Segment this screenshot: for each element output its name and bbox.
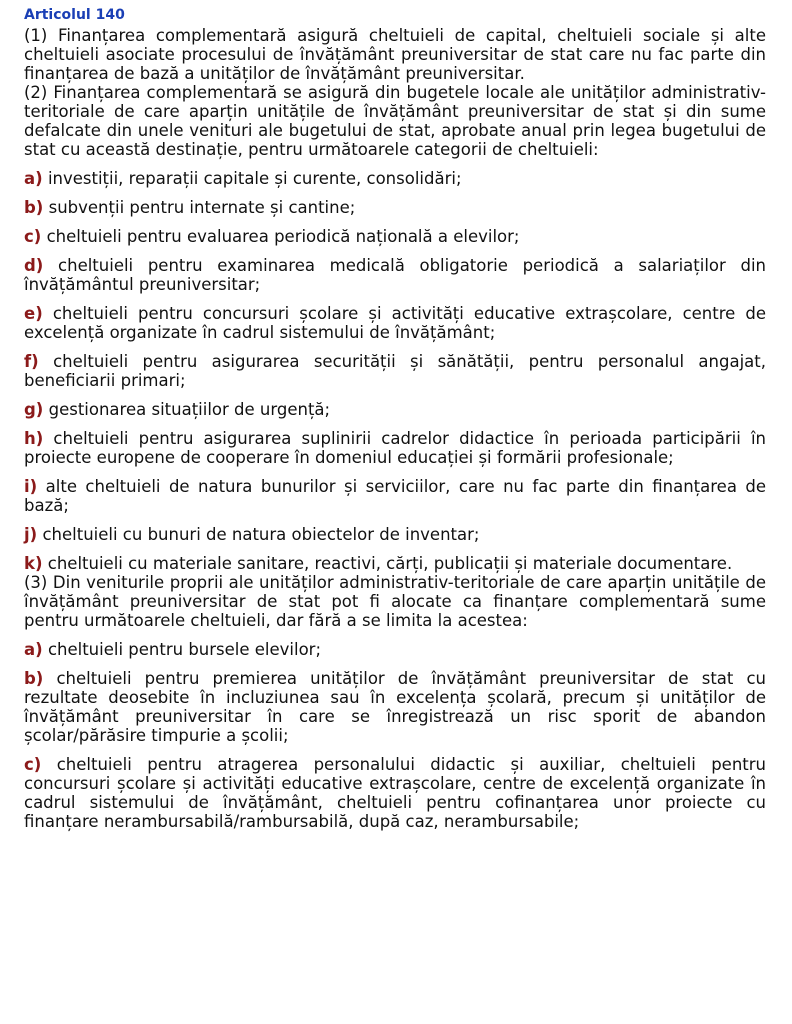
list-item xyxy=(24,477,766,515)
list-item xyxy=(24,429,766,467)
list-item xyxy=(24,198,766,217)
item-text: cheltuieli pentru asigurarea securității și sănătății, pentru personalul angajat, beneficiarii primari; xyxy=(24,352,766,390)
item-text: subvenții pentru internate și cantine; xyxy=(48,198,356,217)
item-letter: k) xyxy=(24,554,43,573)
paragraph-2: (2) Finanțarea complementară se asigură din bugetele locale ale unităților administrativ-teritoriale de care aparțin unitățile de învățământ preuniversitar de stat și din sume defalcate din unele venituri ale bugetului de stat, aprobate anual prin legea bugetului de stat cu această destinație, pentru următoarele categorii de cheltuieli: xyxy=(24,83,766,159)
item-letter: i) xyxy=(24,477,38,496)
list-item xyxy=(24,352,766,390)
list-item xyxy=(24,525,766,544)
item-text: cheltuieli pentru premierea unităților de învățământ preuniversitar de stat cu rezultate deosebite în incluziunea sau în excelența școlară, precum și unităților de învățământ preuniversitar în care se înregistrează un risc sporit de abandon școlar/părăsire timpurie a școlii; xyxy=(24,669,766,745)
item-text: cheltuieli pentru asigurarea suplinirii cadrelor didactice în perioada participării în proiecte europene de cooperare în domeniul educației și formării profesionale; xyxy=(24,429,767,467)
item-text: cheltuieli pentru concursuri școlare și activități educative extrașcolare, centre de excelență organizate în cadrul sistemului de învățământ; xyxy=(24,304,766,342)
item-text: cheltuieli pentru atragerea personalului didactic și auxiliar, cheltuieli pentru concursuri școlare și activități educative extrașcolare, centre de excelență organizate în cadrul sistemului de învățământ, cheltuieli pentru cofinanțarea unor proiecte cu finanțare nerambursabilă/rambursabilă, după caz, nerambursabile; xyxy=(24,755,767,831)
list-item xyxy=(24,640,766,659)
list-item xyxy=(24,169,766,188)
list-item xyxy=(24,227,766,246)
item-letter: e) xyxy=(24,304,43,323)
item-text: cheltuieli pentru bursele elevilor; xyxy=(47,640,322,659)
list-item xyxy=(24,554,766,573)
list-item xyxy=(24,400,766,419)
item-letter: b) xyxy=(24,198,44,217)
item-letter: g) xyxy=(24,400,44,419)
item-letter: d) xyxy=(24,256,44,275)
item-letter: c) xyxy=(24,227,42,246)
list-item xyxy=(24,755,766,831)
item-text: cheltuieli pentru examinarea medicală obligatorie periodică a salariaților din învățământul preuniversitar; xyxy=(24,256,766,294)
item-letter: b) xyxy=(24,669,44,688)
item-text: investiții, reparații capitale și curente, consolidări; xyxy=(47,169,462,188)
list-item xyxy=(24,256,766,294)
list-item xyxy=(24,669,766,745)
item-text: cheltuieli cu materiale sanitare, reactivi, cărți, publicații și materiale documentare. xyxy=(47,554,733,573)
item-letter: a) xyxy=(24,169,43,188)
list-item xyxy=(24,304,766,342)
item-letter: h) xyxy=(24,429,44,448)
item-text: gestionarea situațiilor de urgență; xyxy=(48,400,331,419)
paragraph-3: (3) Din veniturile proprii ale unităților administrativ-teritoriale de care aparțin unitățile de învățământ preuniversitar de stat pot fi alocate ca finanțare complementară sume pentru următoarele cheltuieli, dar fără a se limita la acestea: xyxy=(24,573,766,630)
item-text: cheltuieli cu bunuri de natura obiectelor de inventar; xyxy=(42,525,480,544)
item-text: cheltuieli pentru evaluarea periodică națională a elevilor; xyxy=(46,227,520,246)
paragraph-1: (1) Finanțarea complementară asigură cheltuieli de capital, cheltuieli sociale și alte cheltuieli asociate procesului de învățământ preuniversitar de stat care nu fac parte din finanțarea de bază a unităților de învățământ preuniversitar. xyxy=(24,26,766,83)
item-letter: c) xyxy=(24,755,42,774)
item-letter: a) xyxy=(24,640,43,659)
item-letter: f) xyxy=(24,352,39,371)
article-title: Articolul 140 xyxy=(24,7,125,23)
item-letter: j) xyxy=(24,525,38,544)
item-text: alte cheltuieli de natura bunurilor și serviciilor, care nu fac parte din finanțarea de bază; xyxy=(24,477,766,515)
